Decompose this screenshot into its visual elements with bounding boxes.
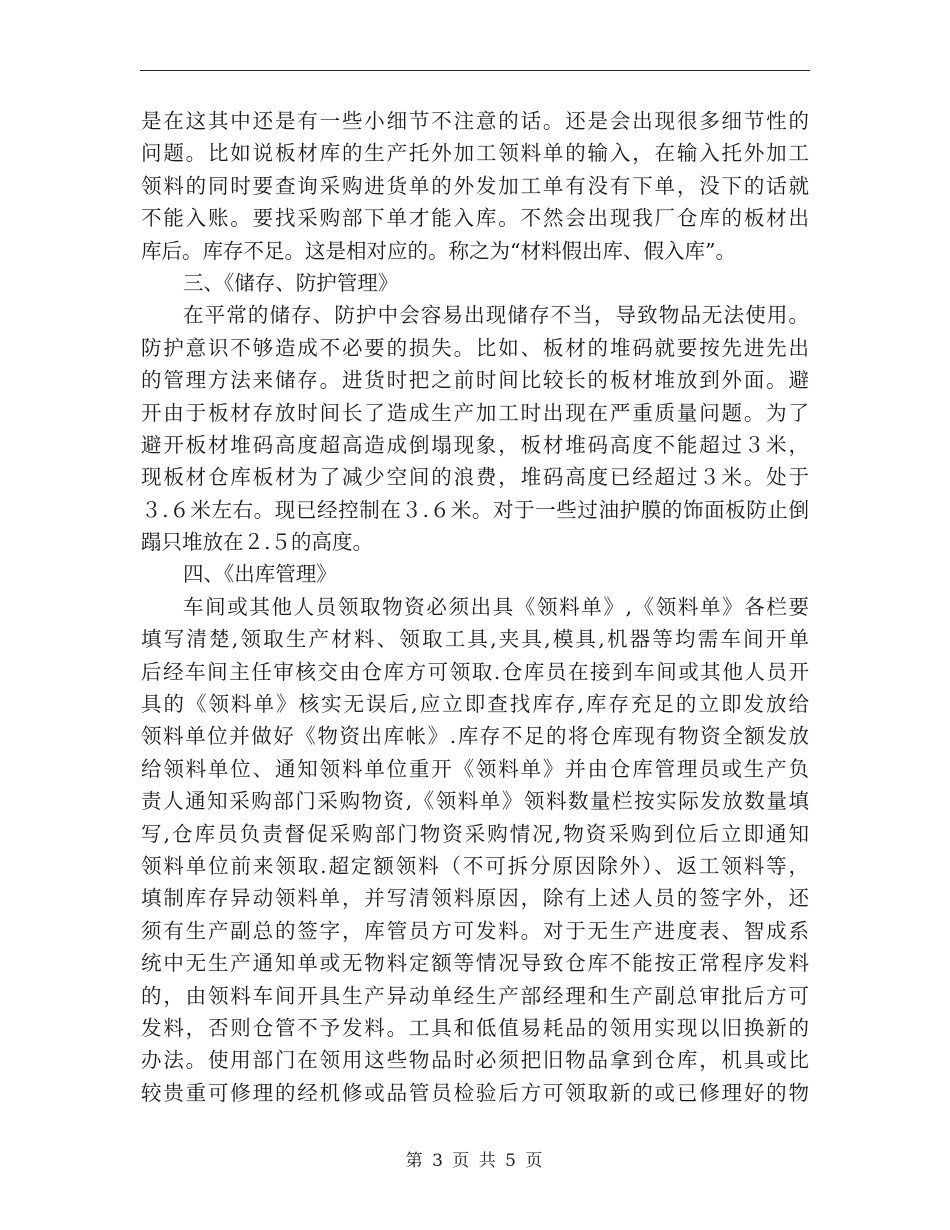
text-line: 后经车间主任审核交由仓库方可领取.仓库员在接到车间或其他人员开 [141, 659, 809, 684]
text-line: 三、《储存、防护管理》 [183, 270, 399, 295]
text-line: 责人通知采购部门采购物资,《领料单》领料数量栏按实际发放数量填 [141, 789, 809, 814]
text-line: 填写清楚,领取生产材料、领取工具,夹具,模具,机器等均需车间开单 [141, 627, 809, 652]
text-line: 开由于板材存放时间长了造成生产加工时出现在严重质量问题。为了 [141, 400, 809, 425]
text-line: 的，由领料车间开具生产异动单经生产部经理和生产副总审批后方可 [141, 983, 809, 1008]
text-line: 办法。使用部门在领用这些物品时必须把旧物品拿到仓库，机具或比 [141, 1048, 809, 1073]
text-line: 问题。比如说板材库的生产托外加工领料单的输入，在输入托外加工 [141, 141, 809, 166]
document-body [141, 105, 809, 1109]
text-line: 的管理方法来储存。进货时把之前时间比较长的板材堆放到外面。避 [141, 368, 809, 393]
page-footer: 第 3 页 共 5 页 [405, 1151, 545, 1171]
text-line: 领料单位并做好《物资出库帐》.库存不足的将仓库现有物资全额发放 [141, 724, 809, 749]
text-line: 须有生产副总的签字，库管员方可发料。对于无生产进度表、智成系 [141, 918, 809, 943]
text-line: 在平常的储存、防护中会容易出现储存不当，导致物品无法使用。 [183, 303, 809, 328]
text-line: 具的《领料单》核实无误后,应立即查找库存,库存充足的立即发放给 [141, 692, 809, 717]
text-line: 不能入账。要找采购部下单才能入库。不然会出现我厂仓库的板材出 [141, 206, 809, 231]
text-line: 蹋只堆放在２.５的高度。 [141, 530, 374, 555]
text-line: 发料，否则仓管不予发料。工具和低值易耗品的领用实现以旧换新的 [141, 1015, 809, 1040]
text-line: 车间或其他人员领取物资必须出具《领料单》,《领料单》各栏要 [183, 594, 809, 619]
text-line: 库后。库存不足。这是相对应的。称之为“材料假出库、假入库”。 [141, 238, 736, 263]
text-line: 写,仓库员负责督促采购部门物资采购情况,物资采购到位后立即通知 [141, 821, 809, 846]
text-line: 是在这其中还是有一些小细节不注意的话。还是会出现很多细节性的 [141, 109, 809, 133]
text-line: 填制库存异动领料单，并写清领料原因，除有上述人员的签字外，还 [141, 886, 809, 911]
text-line: 较贵重可修理的经机修或品管员检验后方可领取新的或已修理好的物 [141, 1080, 809, 1105]
text-line: 统中无生产通知单或无物料定额等情况导致仓库不能按正常程序发料 [141, 951, 809, 976]
text-line: 给领料单位、通知领料单位重开《领料单》并由仓库管理员或生产负 [141, 756, 809, 781]
text-line: 防护意识不够造成不必要的损失。比如、板材的堆码就要按先进先出 [141, 335, 809, 360]
text-line: 领料的同时要查询采购进货单的外发加工单有没有下单，没下的话就 [141, 173, 809, 198]
header-rule [140, 70, 810, 71]
text-line: 现板材仓库板材为了减少空间的浪费，堆码高度已经超过３米。处于 [141, 465, 809, 490]
text-line: 四、《出库管理》 [183, 562, 337, 587]
text-line: 避开板材堆码高度超高造成倒塌现象，板材堆码高度不能超过３米， [141, 432, 809, 457]
text-line: ３.６米左右。现已经控制在３.６米。对于一些过油护膜的饰面板防止倒 [141, 497, 809, 522]
text-line: 领料单位前来领取.超定额领料（不可拆分原因除外）、返工领料等， [141, 853, 809, 878]
